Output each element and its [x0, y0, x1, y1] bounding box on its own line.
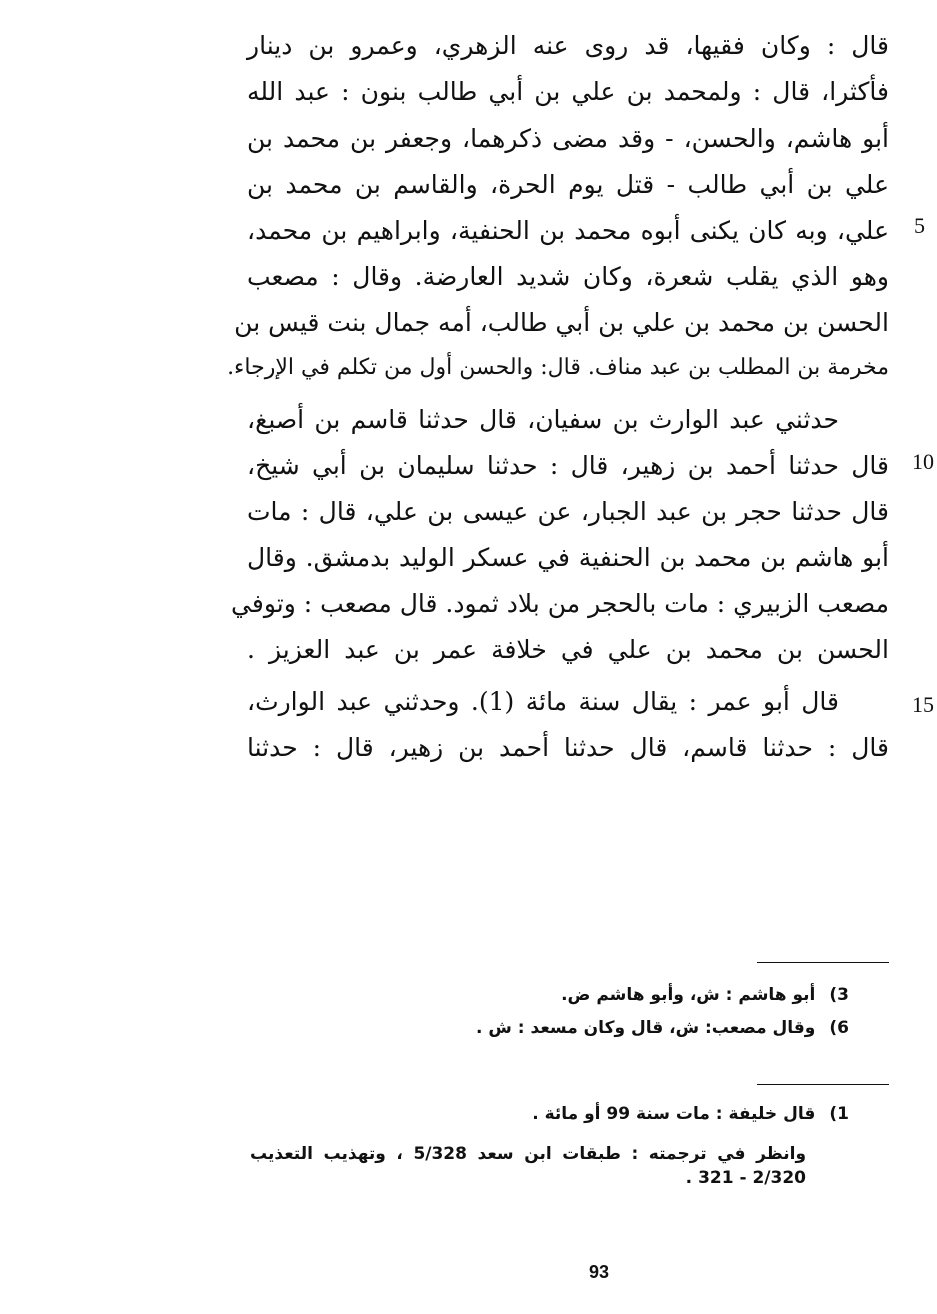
- text-line-3: أبو هاشم، والحسن، - وقد مضى ذكرهما، وجعفر بن محمد بن: [247, 124, 889, 153]
- variant-note-number: 3): [829, 985, 849, 1005]
- text-line-12: أبو هاشم بن محمد بن الحنفية في عسكر الوليد بدمشق. وقال: [247, 543, 889, 572]
- text-line-15: قال أبو عمر : يقال سنة مائة (1). وحدثني عبد الوارث،: [247, 687, 839, 716]
- line-number-5: 5: [914, 213, 925, 238]
- text-line-11: قال حدثنا حجر بن عبد الجبار، عن عيسى بن علي، قال : مات: [247, 497, 889, 526]
- text-line-5: علي، وبه كان يكنى أبوه محمد بن الحنفية، وابراهيم بن محمد،: [247, 216, 889, 245]
- page-number: 93: [589, 1262, 610, 1282]
- text-line-4: علي بن أبي طالب - قتل يوم الحرة، والقاسم بن محمد بن: [247, 170, 889, 199]
- footnote-number: 1): [829, 1104, 849, 1124]
- variant-note-text: أبو هاشم : ش، وأبو هاشم ض.: [561, 985, 816, 1005]
- text-line-8: مخرمة بن المطلب بن عبد مناف. قال: والحسن أول من تكلم في الإرجاء.: [227, 355, 889, 380]
- text-line-9: حدثني عبد الوارث بن سفيان، قال حدثنا قاسم بن أصبغ،: [247, 405, 839, 434]
- text-line-6: وهو الذي يقلب شعرة، وكان شديد العارضة. وقال : مصعب: [247, 262, 889, 291]
- footnote-text: قال خليفة : مات سنة 99 أو مائة .: [532, 1104, 816, 1124]
- footnote-1: [532, 1104, 849, 1124]
- footnotes-rule: [757, 1084, 889, 1085]
- text-line-7: الحسن بن محمد بن علي بن أبي طالب، أمه جمال بنت قيس بن: [234, 308, 889, 337]
- text-line-13: مصعب الزبيري : مات بالحجر من بلاد ثمود. قال مصعب : وتوفي: [231, 589, 889, 618]
- footnote-1-continuation: وانظر في ترجمته : طبقات ابن سعد 5/328 ، وتهذيب التعذيب: [250, 1144, 807, 1164]
- text-line-16: قال : حدثنا قاسم، قال حدثنا أحمد بن زهير، قال : حدثنا: [247, 733, 889, 762]
- variant-note-2: [476, 1018, 849, 1038]
- text-line-10: قال حدثنا أحمد بن زهير، قال : حدثنا سليمان بن أبي شيخ،: [247, 451, 889, 480]
- footnote-1-pages: 2/320 - 321 .: [685, 1168, 806, 1188]
- variant-note-1: [561, 985, 849, 1005]
- line-number-10: 10: [912, 449, 934, 474]
- variant-note-text: وقال مصعب: ش، قال وكان مسعد : ش .: [476, 1018, 816, 1038]
- text-line-14: الحسن بن محمد بن علي في خلافة عمر بن عبد العزيز .: [247, 635, 889, 664]
- variant-note-number: 6): [829, 1018, 849, 1038]
- line-number-15: 15: [912, 692, 934, 717]
- text-line-1: قال : وكان فقيها، قد روى عنه الزهري، وعمرو بن دينار: [247, 31, 889, 60]
- variant-notes-rule: [757, 962, 889, 963]
- text-line-2: فأكثرا، قال : ولمحمد بن علي بن أبي طالب بنون : عبد الله: [247, 77, 889, 106]
